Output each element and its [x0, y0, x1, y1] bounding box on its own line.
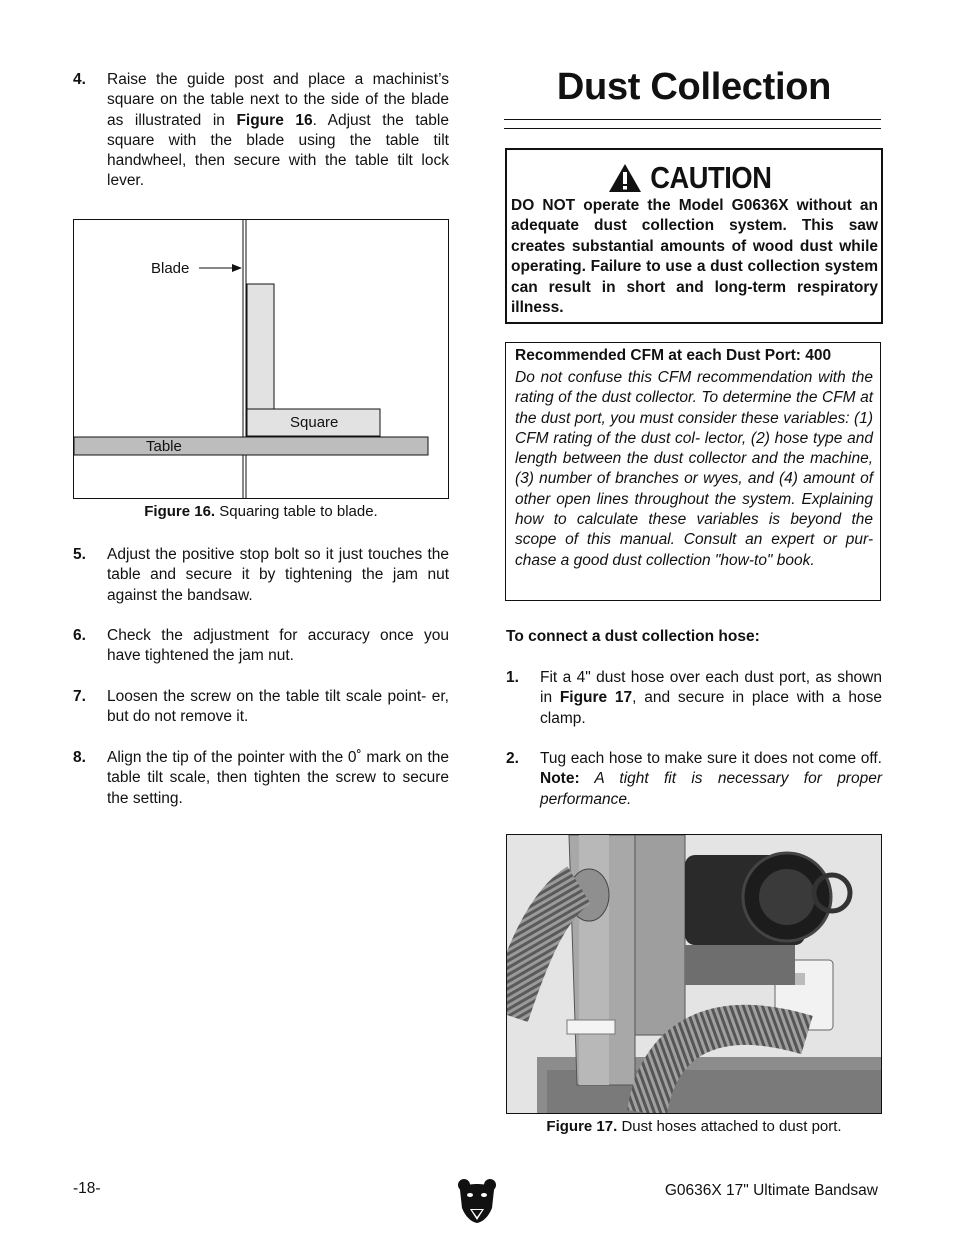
title-rule-bottom: [504, 128, 881, 129]
step-5: [73, 545, 449, 606]
step-4: [73, 70, 449, 192]
italic-run: A tight fit is necessary for proper performance.: [540, 770, 882, 808]
step-text: [540, 668, 882, 729]
connect-hose-heading: To connect a dust collection hose:: [506, 628, 760, 645]
table-bar: [74, 437, 428, 455]
title-rule-top: [504, 119, 881, 120]
text-run: Adjust the positive stop bolt so it just touches the table and secure it by tightening the jam nut against the bandsaw.: [107, 546, 449, 604]
bandsaw-dust-hose-photo: [507, 835, 881, 1113]
text-run: Loosen the screw on the table tilt scale point- er, but do not remove it.: [107, 688, 449, 726]
caution-box: [505, 148, 883, 324]
bold-run: Note:: [540, 770, 580, 788]
step-text: [107, 626, 449, 667]
grizzly-bear-logo: [456, 1176, 498, 1229]
arrow-head-icon: [232, 264, 242, 272]
square-label: Square: [290, 414, 339, 431]
model-name: G0636X 17" Ultimate Bandsaw: [664, 1182, 878, 1199]
step-number: 5.: [73, 546, 86, 563]
bold-run: Figure 17: [559, 689, 633, 707]
warning-triangle-icon: [608, 163, 642, 193]
caution-heading: [507, 160, 881, 196]
figure-17-photo: [506, 834, 882, 1114]
cfm-body: Do not confuse this CFM recommendation with the rating of the dust collector. To determine the CFM at the dust port, you must consider these variables: (1) CFM rating of the dust col- lector, (2) hose type and length between the dust collector and the machine, (3) number of branches or wyes, and (4) amount of other open lines throughout the system. Explaining how to calculate these variables is beyond the scope of this manual. Consult an expert or pur- chase a good dust collection "how-to" book.: [515, 369, 873, 569]
bear-head-icon: [456, 1176, 498, 1224]
figure-17-caption: [506, 1118, 882, 1135]
step-text: [540, 749, 882, 810]
caption-text: Dust hoses attached to dust port.: [617, 1118, 842, 1135]
step-number: 1.: [506, 669, 519, 686]
text-run: Check the adjustment for accuracy once you have tightened the jam nut.: [107, 627, 449, 665]
step-number: 7.: [73, 688, 86, 705]
step-number: 4.: [73, 71, 86, 88]
hose-step-1: [506, 668, 882, 729]
step-text: [107, 545, 449, 606]
step-text: [107, 748, 449, 809]
step-number: 6.: [73, 627, 86, 644]
bold-run: Figure 16: [236, 111, 313, 129]
cfm-heading: Recommended CFM at each Dust Port: 400: [515, 347, 832, 364]
text-run: Fit a 4" dust hose over each dust port, as shown in: [540, 669, 882, 707]
text-run: Raise the guide post and place a machinist’s square on the table next to the side of the blade as illustrated in: [107, 71, 449, 129]
caution-word: CAUTION: [650, 160, 772, 195]
text-run: , and secure in place with a hose clamp.: [540, 689, 882, 727]
step-number: 8.: [73, 749, 86, 766]
step-8: [73, 748, 449, 809]
page-number: -18-: [73, 1180, 101, 1197]
text-run: Tug each hose to make sure it does not come off.: [540, 750, 882, 767]
text-run: Align the tip of the pointer with the 0˚ mark on the table tilt scale, then tighten the screw to secure the setting.: [107, 749, 449, 807]
section-title: Dust Collection: [556, 66, 832, 108]
step-6: [73, 626, 449, 667]
figure-16-diagram: [73, 219, 449, 499]
figure-16-caption: [73, 503, 449, 520]
hose-step-2: [506, 749, 882, 810]
blade-label: Blade: [151, 260, 190, 277]
square-blade-part: [247, 284, 274, 409]
text-run: . Adjust the table square with the blade using the table tilt handwheel, then secure with the table tilt lock lever.: [107, 111, 449, 190]
caption-text: Squaring table to blade.: [215, 503, 378, 520]
step-number: 2.: [506, 750, 519, 767]
caption-label: Figure 16.: [144, 503, 216, 520]
table-square-blade-drawing: [74, 220, 448, 498]
step-text: [107, 70, 449, 192]
caption-label: Figure 17.: [546, 1118, 618, 1135]
step-7: [73, 687, 449, 728]
table-label: Table: [146, 438, 182, 455]
cfm-note-box: [505, 342, 881, 601]
caution-text: DO NOT operate the Model G0636X without an adequate dust collection system. This saw creates substantial amounts of wood dust while operating. Failure to use a dust collection system can result in short and long-term respiratory illness.: [511, 197, 878, 317]
step-text: [107, 687, 449, 728]
